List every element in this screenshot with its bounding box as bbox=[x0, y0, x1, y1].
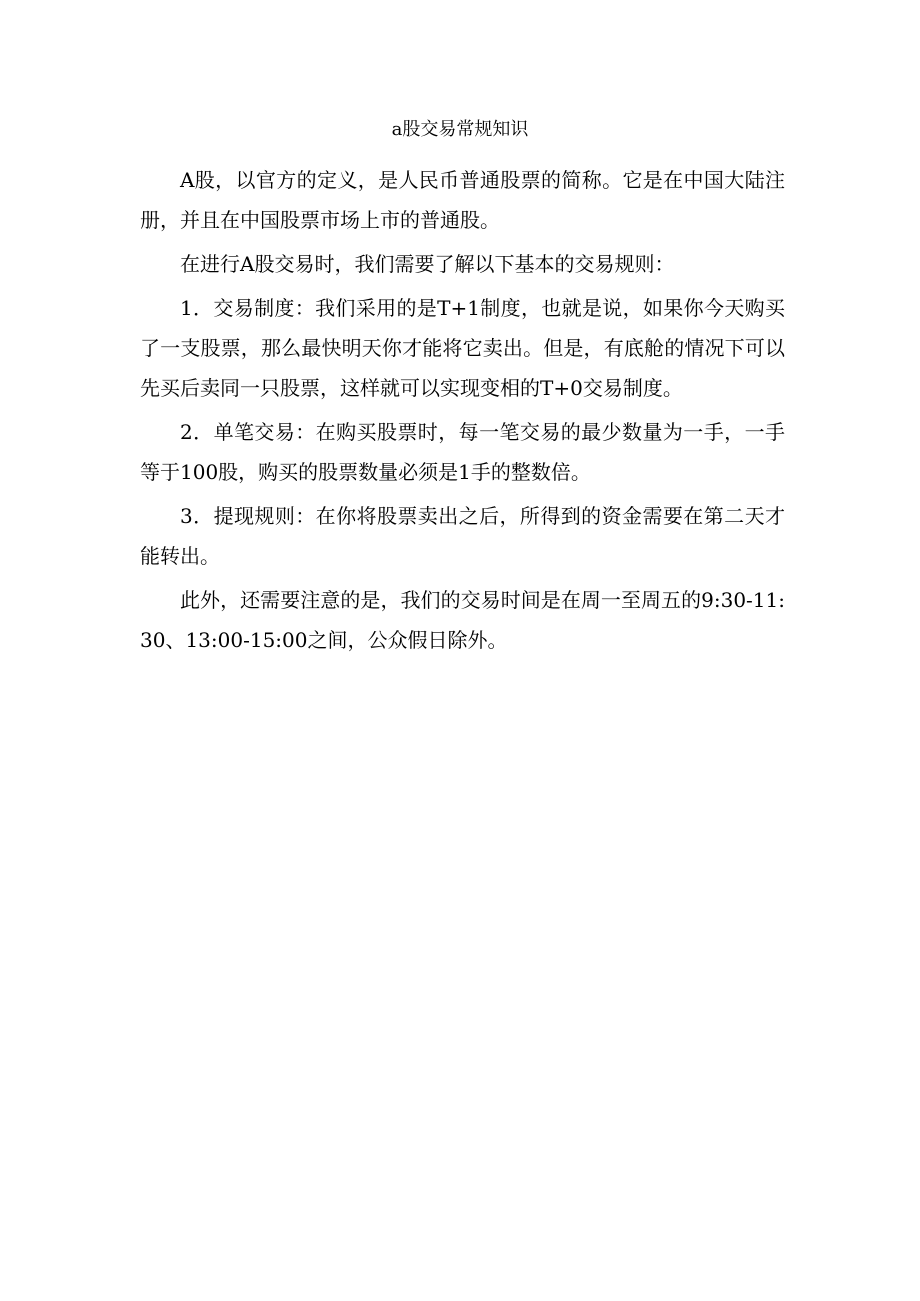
paragraph-trading-hours: 此外，还需要注意的是，我们的交易时间是在周一至周五的9:30-11:30、13:00-15:00之间，公众假日除外。 bbox=[140, 588, 785, 652]
document-title: a股交易常规知识 bbox=[391, 119, 529, 140]
paragraph-rule-1: 1．交易制度：我们采用的是T+1制度，也就是说，如果你今天购买了一支股票，那么最快明天你才能将它卖出。但是，有底舱的情况下可以先买后卖同一只股票，这样就可以实现变相的T+0交易制度。 bbox=[140, 296, 785, 400]
paragraph-rule-2: 2．单笔交易：在购买股票时，每一笔交易的最少数量为一手，一手等于100股，购买的股票数量必须是1手的整数倍。 bbox=[140, 420, 785, 484]
paragraph-rule-3: 3．提现规则：在你将股票卖出之后，所得到的资金需要在第二天才能转出。 bbox=[140, 504, 785, 568]
paragraph-rules-lead: 在进行A股交易时，我们需要了解以下基本的交易规则： bbox=[180, 252, 675, 276]
paragraph-intro: A股，以官方的定义，是人民币普通股票的简称。它是在中国大陆注册，并且在中国股票市场上市的普通股。 bbox=[140, 168, 785, 232]
document-body bbox=[140, 160, 785, 664]
